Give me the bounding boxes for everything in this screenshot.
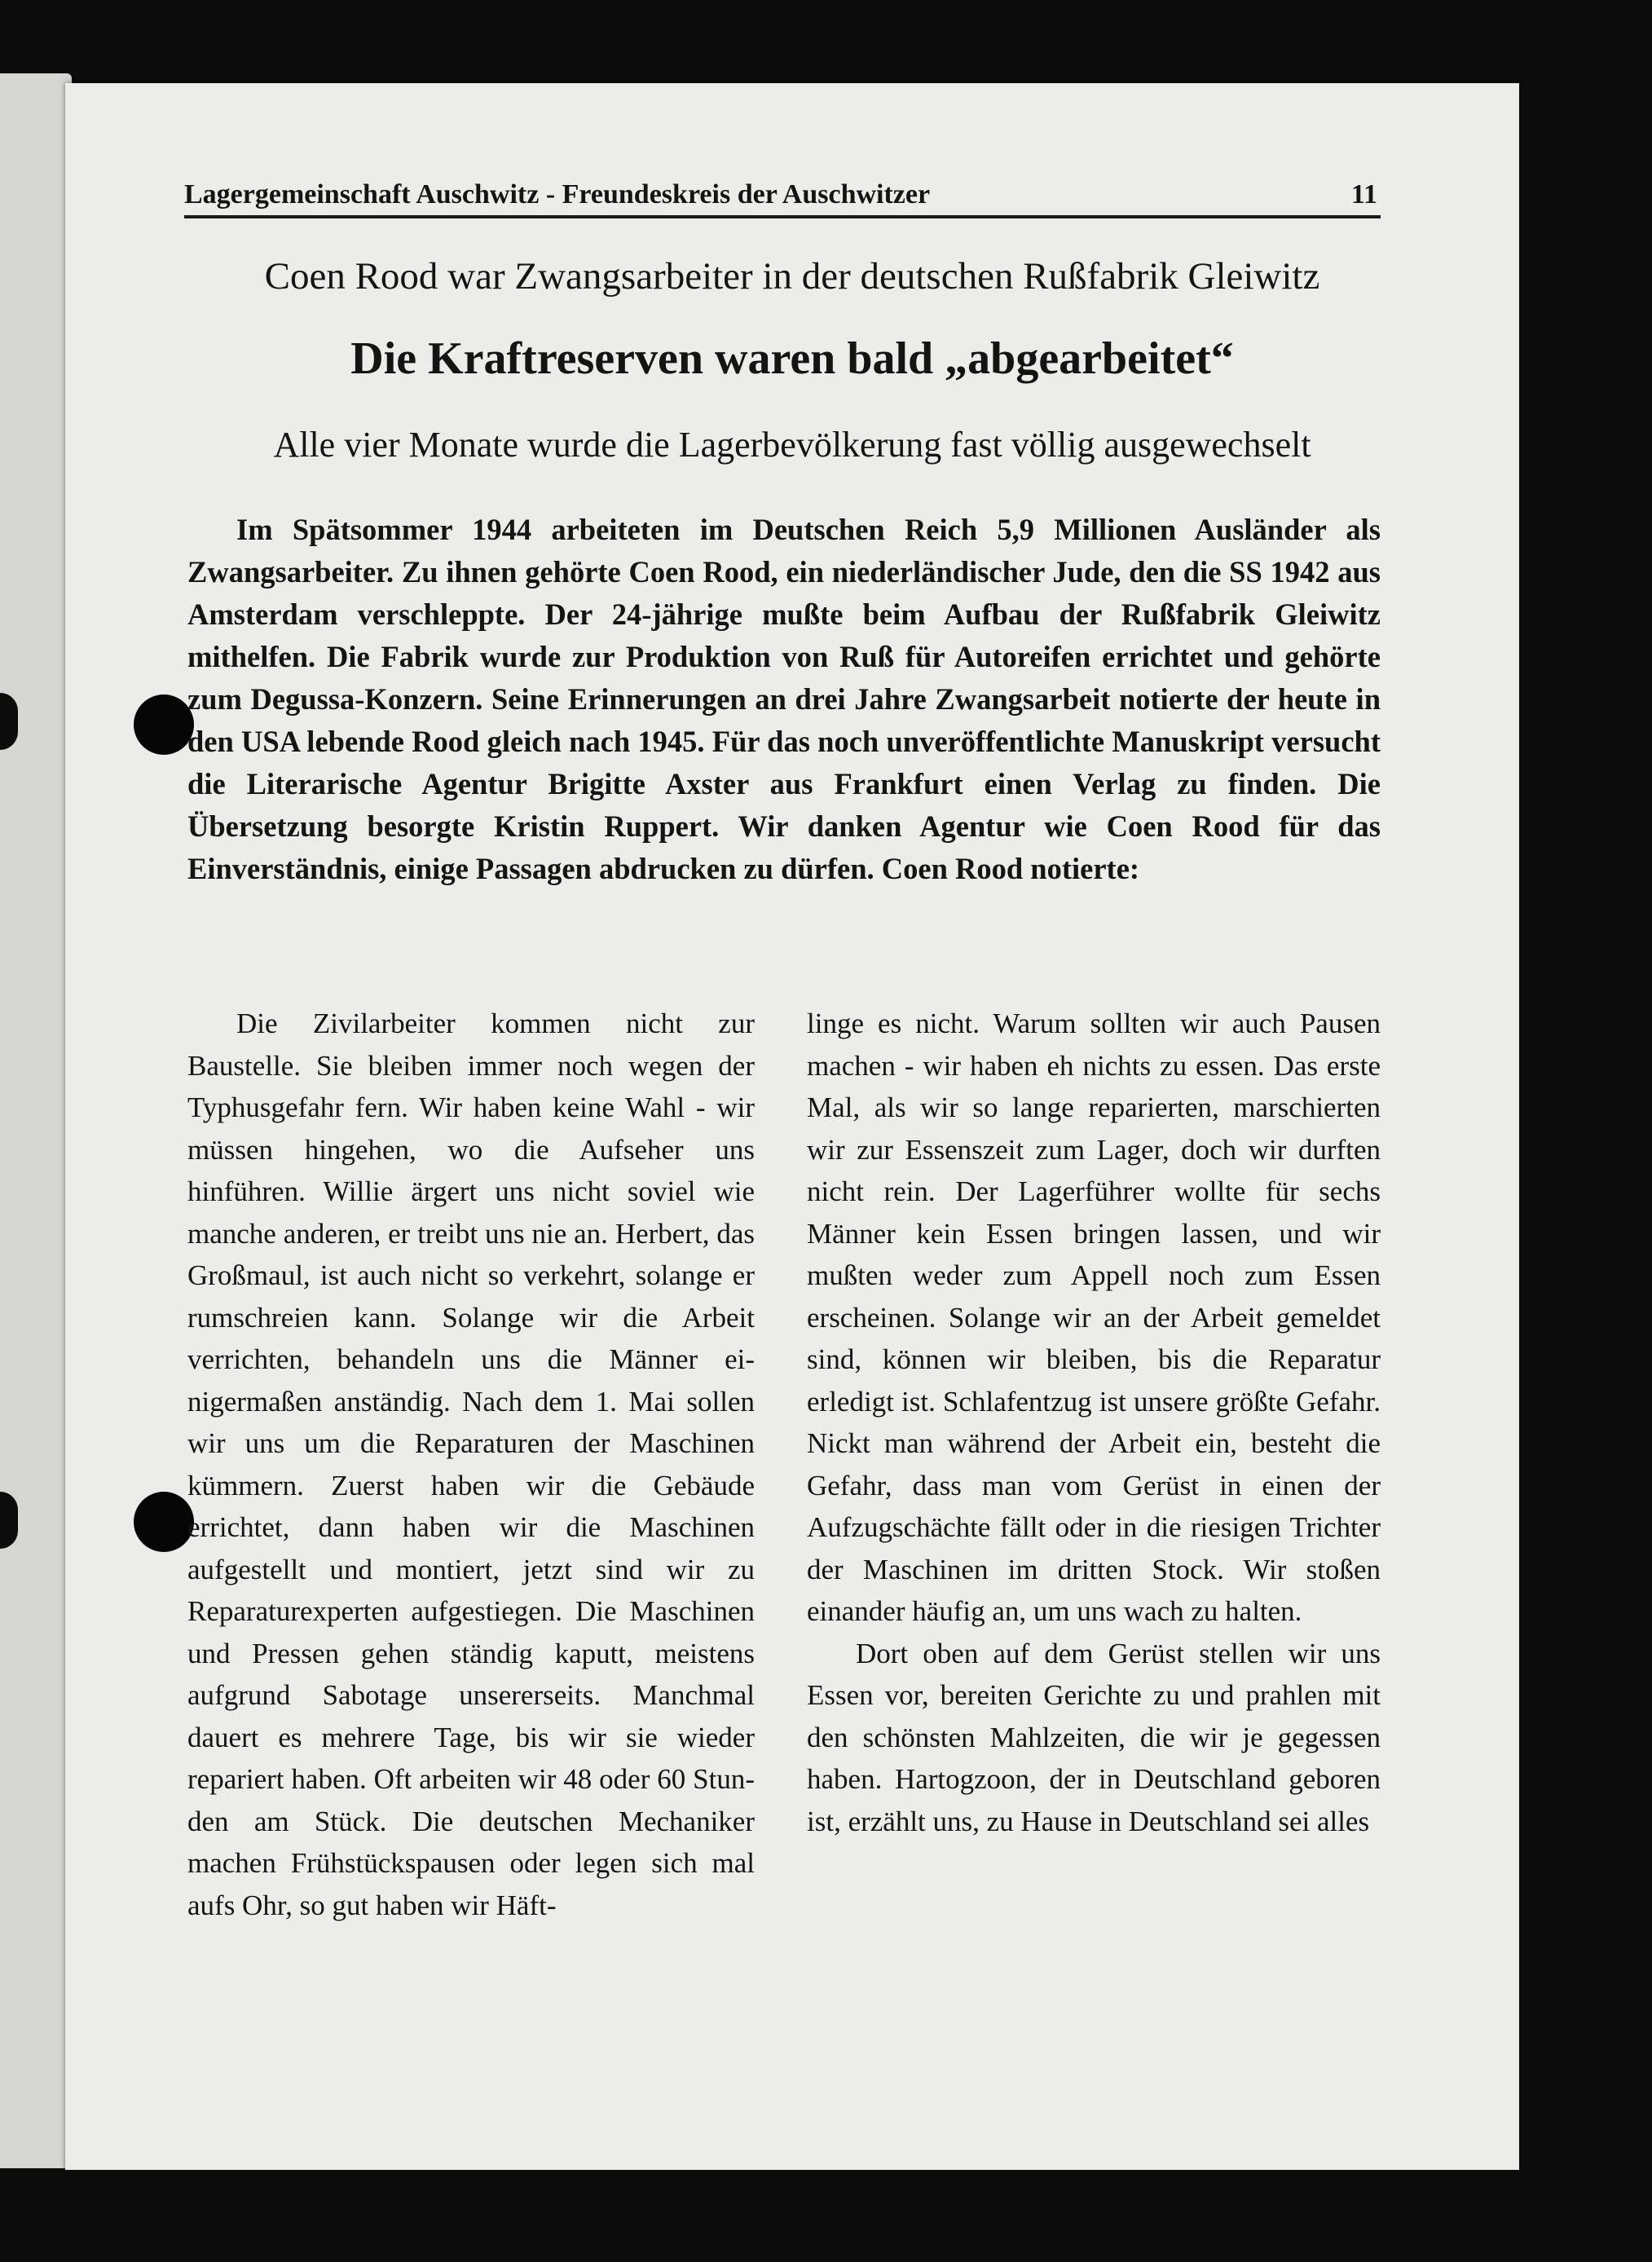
punch-hole-lower: [134, 1492, 194, 1552]
punch-hole-upper: [134, 694, 194, 755]
body-paragraph: Die Zivilarbeiter kommen nicht zur Baustelle. Sie bleiben immer noch wegen der Typhusgefahr fern. Wir haben keine Wahl - wir müssen hingehen, wo die Aufseher uns hinführen. Willie ärgert uns nicht soviel wie manche anderen, er treibt uns nie an. Herbert, das Großmaul, ist auch nicht so verkehrt, solange er rumschreien kann. Solange wir die Arbeit verrichten, behandeln uns die Männer einigermaßen anständig. Nach dem 1. Mai sollen wir uns um die Reparaturen der Maschinen kümmern. Zuerst haben wir die Gebäude errichtet, dann haben wir die Maschinen aufgestellt und montiert, jetzt sind wir zu Reparaturexperten aufgestiegen. Die Maschinen und Pressen gehen ständig kaputt, meistens aufgrund Sabotage unsererseits. Manchmal dauert es mehrere Tage, bis wir sie wieder repariert haben. Oft arbeiten wir 48 oder 60 Stunden am Stück. Die deutschen Mechaniker machen Frühstückspausen oder legen sich mal aufs Ohr, so gut haben wir Häft-: [187, 1008, 755, 1921]
article-kicker: Coen Rood war Zwangsarbeiter in der deutschen Rußfabrik Gleiwitz: [264, 255, 1320, 298]
previous-page-punch-hole: [0, 693, 18, 750]
previous-page-edge: [0, 73, 72, 2168]
previous-page-punch-hole: [0, 1492, 18, 1549]
body-paragraph: linge es nicht. Warum sollten wir auch Pausen machen - wir haben eh nichts zu essen. Das erste Mal, als wir so lange reparierten, marschierten wir zur Essenszeit zum Lager, doch wir durften nicht rein. Der Lagerführer wollte für sechs Männer kein Essen bringen lassen, und wir mußten weder zum Appell noch zum Essen erscheinen. Solange wir an der Arbeit gemeldet sind, können wir bleiben, bis die Reparatur erledigt ist. Schlafentzug ist unsere größte Gefahr. Nickt man während der Arbeit ein, besteht die Gefahr, dass man vom Gerüst in einen der Aufzugschächte fällt oder in die riesigen Trichter der Maschinen im dritten Stock. Wir stoßen einander häufig an, um uns wach zu halten.: [807, 1008, 1381, 1627]
page-number: 11: [1350, 179, 1377, 209]
running-header: [184, 174, 1381, 218]
article-headline: Die Kraftreserven waren bald „abgearbeitet“: [350, 333, 1234, 384]
body-column-right: [807, 1003, 1381, 1842]
article-intro: Im Spätsommer 1944 arbeiteten im Deutschen Reich 5,9 Millionen Ausländer als Zwangsarbeiter. Zu ihnen gehörte Coen Rood, ein niederländischer Jude, den die SS 1942 aus Amsterdam verschleppte. Der 24-jährige mußte beim Aufbau der Rußfabrik Gleiwitz mithelfen. Die Fabrik wurde zur Produktion von Ruß für Autoreifen errichtet und gehörte zum Degussa-Konzern. Seine Erinnerungen an drei Jahre Zwangsarbeit notierte der heute in den USA lebende Rood gleich nach 1945. Für das noch unveröffentlichte Manuskript versucht die Literarische Agentur Brigitte Axster aus Frankfurt einen Verlag zu finden. Die Übersetzung besorgte Kristin Ruppert. Wir danken Agentur wie Coen Rood für das Einverständnis, einige Passagen abdrucken zu dürfen. Coen Rood notierte:: [187, 513, 1381, 885]
article-subtitle: Alle vier Monate wurde die Lagerbevölkerung fast völlig ausgewechselt: [273, 425, 1311, 465]
document-page: [65, 83, 1519, 2170]
body-paragraph: Dort oben auf dem Gerüst stellen wir uns Essen vor, bereiten Gerichte zu und prahlen mit den schönsten Mahlzeiten, die wir je gegessen haben. Hartogzoon, der in Deutschland geboren ist, erzählt uns, zu Hause in Deutschland sei alles: [807, 1637, 1381, 1837]
publication-name: Lagergemeinschaft Auschwitz - Freundeskreis der Auschwitzer: [184, 179, 931, 209]
body-column-left: [187, 1003, 755, 1926]
